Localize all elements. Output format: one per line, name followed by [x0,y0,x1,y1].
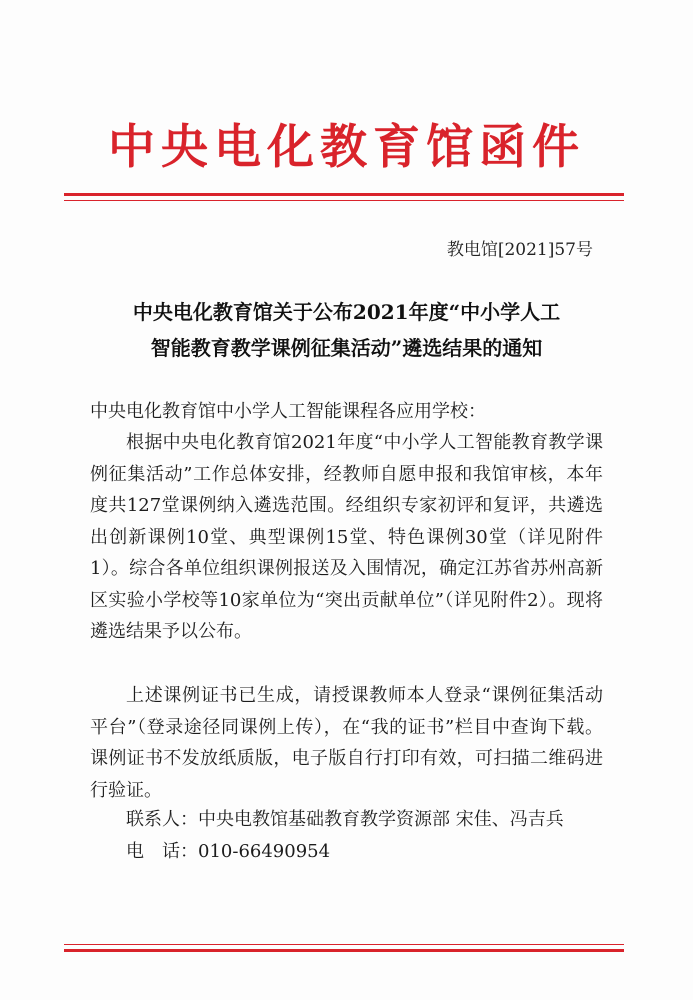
contact-person-value: 中央电教馆基础教育教学资源部 宋佳、冯吉兵 [198,809,564,830]
contact-phone [126,836,330,868]
contact-phone-value: 010-66490954 [198,841,331,862]
document-number: 教电馆[2021]57号 [446,240,593,260]
contact-person [126,804,564,836]
document-title [90,294,603,366]
document-title-line-2: 智能教育教学课例征集活动”遴选结果的通知 [150,336,543,360]
paragraph-2: 上述课例证书已生成，请授课教师本人登录“课例征集活动平台”（登录途径同课例上传），在“我的证书”栏目中查询下载。课例证书不发放纸质版，电子版自行打印有效，可扫描二维码进行验证。 [90,685,603,801]
document-title-line-1: 中央电化教育馆关于公布2021年度“中小学人工 [132,300,561,324]
footer-rule-thin [64,944,624,945]
letterhead-rule-thick [64,193,624,196]
letterhead-rule-thin [64,200,624,201]
footer-rule-thick [64,949,624,952]
letterhead-title: 中央电化教育馆函件 [108,120,585,175]
salutation: 中央电化教育馆中小学人工智能课程各应用学校： [90,401,486,422]
contact-person-label: 联系人： [126,809,198,830]
contact-phone-label: 电 话： [126,841,198,862]
paragraph-1: 根据中央电化教育馆2021年度“中小学人工智能教育教学课例征集活动”工作总体安排，经教师自愿申报和我馆审核，本年度共127堂课例纳入遴选范围。经组织专家初评和复评，共遴选出创新课例10堂、典型课例15堂、特色课例30堂（详见附件1）。综合各单位组织课例报送及入围情况，确定江苏省苏州高新区实验小学校等10家单位为“突出贡献单位”（详见附件2）。现将遴选结果予以公布。 [90,432,603,642]
